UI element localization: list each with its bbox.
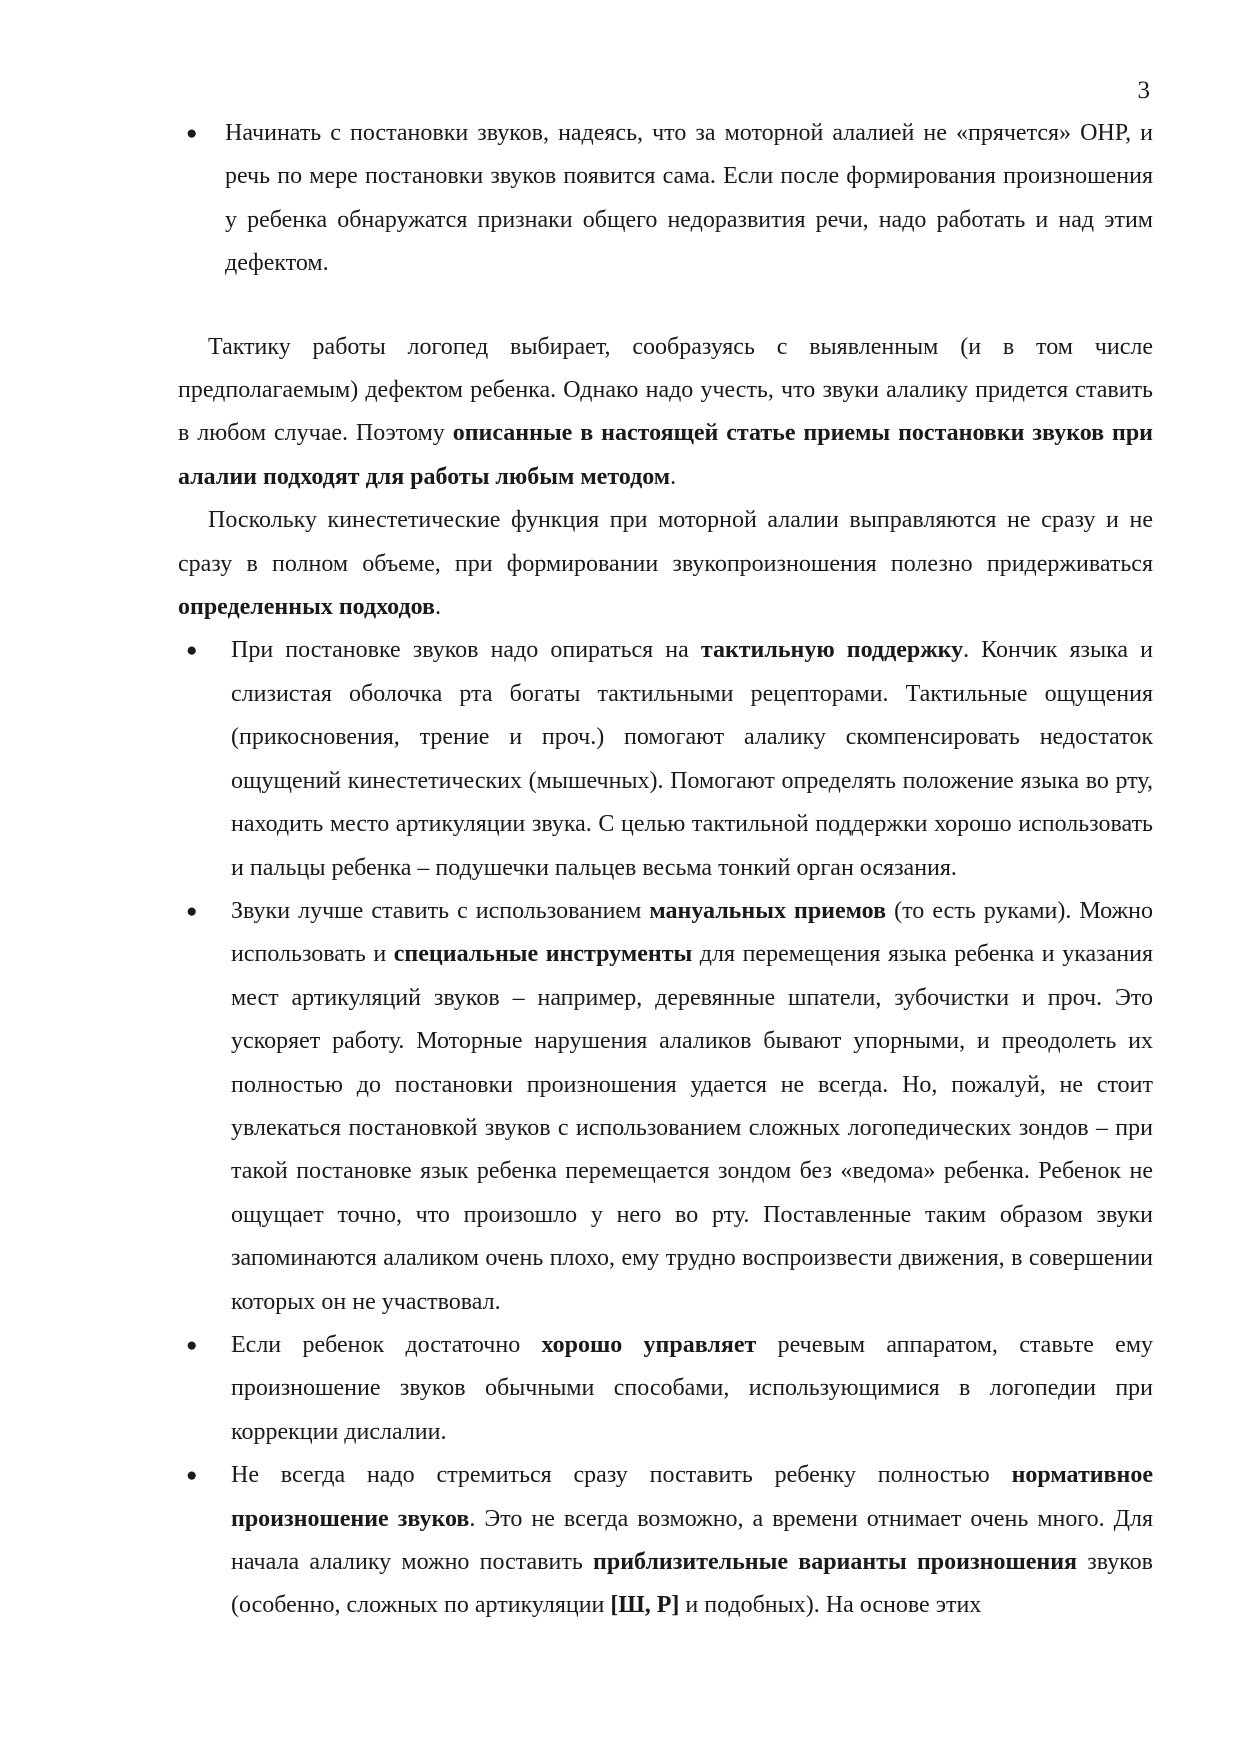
text-segment: звуков (особенно, сложных по артикуляции [231, 1549, 1154, 1619]
bullet-list-approaches [178, 629, 1153, 1627]
bold-text-segment: хорошо управляет [541, 1331, 757, 1358]
bullet-icon: ● [186, 900, 198, 922]
text-segment: для перемещения языка ребенка и указания мест артикуляций звуков – например, деревянные шпатели, зубочистки и проч. Это ускоряет работу. Моторные нарушения алаликов бывают упорными, и преодолеть их полностью до постановки произношения удается не всегда. Но, пожалуй, не стоит увлекаться постановкой звуков с использованием сложных логопедических зондов – при такой постановке язык ребенка перемещается зондом без «ведома» ребенка. Ребенок не ощущает точно, что произошло у него во рту. Поставленные таким образом звуки запоминаются алаликом очень плохо, ему трудно воспроизвести движения, в совершении которых он не участвовал. [231, 941, 1154, 1315]
bold-text-segment: описанные в настоящей статье приемы постановки звуков при алалии подходят для работы любым методом [178, 420, 1153, 490]
bold-text-segment: тактильную поддержку [700, 637, 964, 664]
paragraph [178, 326, 1153, 500]
bold-text-segment: мануальных приемов [649, 897, 887, 924]
text-segment: . [670, 463, 677, 490]
text-segment: Звуки лучше ставить с использованием [231, 897, 650, 924]
text-segment: . Кончик языка и слизистая оболочка рта богаты тактильными рецепторами. Тактильные ощущения (прикосновения, трение и проч.) помогают алалику скомпенсировать недостаток ощущений кинестетических (мышечных). Помогают определять положение языка во рту, находить место артикуляции звука. С целью тактильной поддержки хорошо использовать и пальцы ребенка – подушечки пальцев весьма тонкий орган осязания. [231, 637, 1154, 881]
text-segment: (то есть руками). Можно использовать и [231, 897, 1153, 968]
bullet-icon: ● [186, 640, 198, 662]
list-item [178, 1324, 1153, 1454]
text-segment: . [435, 594, 441, 621]
list-item-text [225, 120, 1153, 276]
paragraph [178, 499, 1153, 629]
bullet-list-intro [178, 112, 1153, 286]
list-item [178, 112, 1153, 286]
text-segment: речевым аппаратом, ставьте ему произношение звуков обычными способами, использующимися в логопедии при коррекции дислалии. [231, 1331, 1153, 1445]
bold-text-segment: приблизительные варианты произношения [593, 1549, 1078, 1575]
text-segment: При постановке звуков надо опираться на [231, 637, 701, 664]
bold-text-segment: специальные инструменты [393, 941, 693, 968]
bold-text-segment: определенных подходов [178, 594, 435, 621]
text-segment: Начинать с постановки звуков, надеясь, что за моторной алалией не «прячется» ОНР, и речь по мере постановки звуков появится сама. Если после формирования произношения у ребенка обнаружатся признаки общего недоразвития речи, надо работать и над этим дефектом. [225, 120, 1153, 277]
text-segment: Если ребенок достаточно [231, 1331, 542, 1358]
text-segment: Тактику работы логопед выбирает, сообразуясь с выявленным (и в том числе предполагаемым) дефектом ребенка. Однако надо учесть, что звуки алалику придется ставить в любом случае. Поэтому [178, 333, 1153, 447]
text-segment: Не всегда надо стремиться сразу поставить ребенку полностью [231, 1462, 1012, 1489]
list-item [178, 890, 1153, 1324]
text-segment: Поскольку кинестетические функция при моторной алалии выправляются не сразу и не сразу в полном объеме, при формировании звукопроизношения полезно придерживаться [178, 507, 1153, 577]
bold-text-segment: нормативное произношение звуков [231, 1462, 1153, 1532]
bold-text-segment: [Ш, Р] [610, 1592, 680, 1619]
text-segment: и подобных). На основе этих [679, 1592, 982, 1619]
list-item [178, 629, 1153, 889]
bullet-icon: ● [186, 1334, 198, 1356]
bullet-icon: ● [186, 1465, 198, 1487]
list-item [178, 1454, 1153, 1628]
bullet-icon: ● [186, 123, 198, 144]
page-content [178, 112, 1153, 1628]
page-number: 3 [1137, 77, 1150, 104]
text-segment: . Это не всегда возможно, а времени отнимает очень много. Для начала алалику можно поставить [231, 1505, 1154, 1575]
